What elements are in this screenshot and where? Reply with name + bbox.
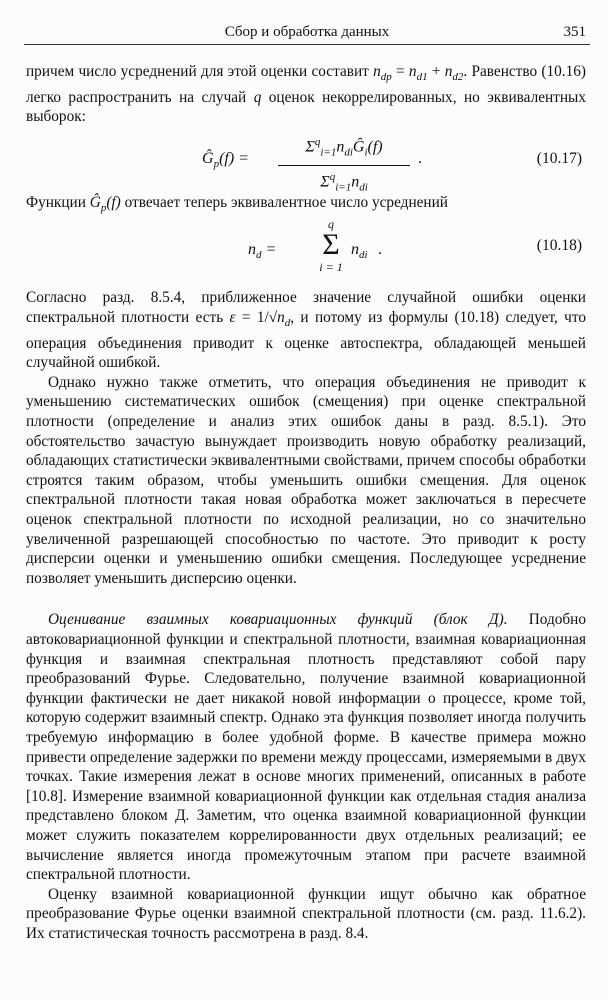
equation-number: (10.17) <box>536 149 582 167</box>
summation-symbol: q Σ i = 1 <box>319 217 343 275</box>
paragraph-3: Согласно разд. 8.5.4, приближенное значение случайной ошибки оценки спектральной плотности есть $\varepsilon = 1/√n_d$, и потому из формулы (10.18) следует, что операция объединения приводит к оценке автоспектра, обладающей меньшей случайной ошибкой. <box>26 289 586 372</box>
paragraph-5-text: Подобно автоковариационной функции и спектральной плотности, взаимная ковариационная функция и взаимная спектральная плотность представляют собой пару преобразований Фурье. Следовательно, получение взаимной ковариационной функции фактически не дает никакой новой информации о процессе, кроме той, которую содержит взаимный спектр. Однако эта функция позволяет иногда получить требуемую информацию в более удобной форме. В качестве примера можно привести определение задержки по времени между процессами, измеряемыми в двух точках. Такие измерения лежат в основе многих применений, описанных в работе [10.8]. Измерение взаимной ковариационной функции как отдельная стадия анализа представлено блоком Д. Заметим, что оценка взаимной ковариационной функции может служить показателем коррелированности двух отдельных реализаций; ее вычисление является иногда промежуточным этапом при расчете взаимной спектральной плотности. <box>26 611 586 884</box>
paragraph-1: причем число усреднений для этой оценки составит $n_{dp} = n_{d1} + n_{d2}$. Равенство (10.16) легко распространить на случай q оценок некоррелированных, но эквивалентных выборок: <box>26 63 586 126</box>
page-number: 351 <box>563 24 586 40</box>
running-header <box>24 22 590 45</box>
paragraph-2: Функции $Ĝ_p(f)$ отвечает теперь эквивалентное число усреднений <box>26 193 448 214</box>
equation-10-18: $n_d$ = q Σ i = 1 $n_{di}$ . (10.18) <box>248 217 582 275</box>
paragraph-6: Оценку взаимной ковариационной функции ищут обычно как обратное преобразование Фурье оценки взаимной спектральной плотности (см. разд. 11.6.2). Их статистическая точность рассмотрена в разд. 8.4. <box>26 885 586 942</box>
page-body <box>26 62 586 944</box>
equation-number: (10.18) <box>536 237 582 255</box>
paragraph-4: Однако нужно также отметить, что операция объединения не приводит к уменьшению систематических ошибок (смещения) при оценке спектральной плотности (определение и анализ этих ошибок даны в разд. 8.5.1). Это обстоятельство зачастую вынуждает производить новую обработку реализаций, обладающих статистически эквивалентными свойствами, причем способы обработки строятся таким образом, чтобы уменьшить ошибки смещения. Для оценок спектральной плотности такая новая обработка может заключаться в пересчете оценок спектральной плотности по исходной реализации, но со значительно увеличенной разрешающей способностью по частоте. Это приводит к росту дисперсии оценки и уменьшению ошибки смещения. Последующее усреднение позволяет уменьшить дисперсию оценки. <box>26 373 586 587</box>
equation-10-17: $Ĝ_p(f)$ = $\Sigma^q_{i=1}n_{di}Ĝ_i(f)$ $\Sigma^q_{i=1}n_{di}$ . (10.17) <box>26 131 586 191</box>
header-title: Сбор и обработка данных <box>224 24 390 40</box>
equation-fraction: $\Sigma^q_{i=1}n_{di}Ĝ_i(f)$ $\Sigma^q_{i=1}n_{di}$ <box>278 133 410 198</box>
paragraph-5 <box>26 610 586 884</box>
section-heading: Оценивание взаимных ковариационных функций (блок Д). <box>48 611 508 629</box>
